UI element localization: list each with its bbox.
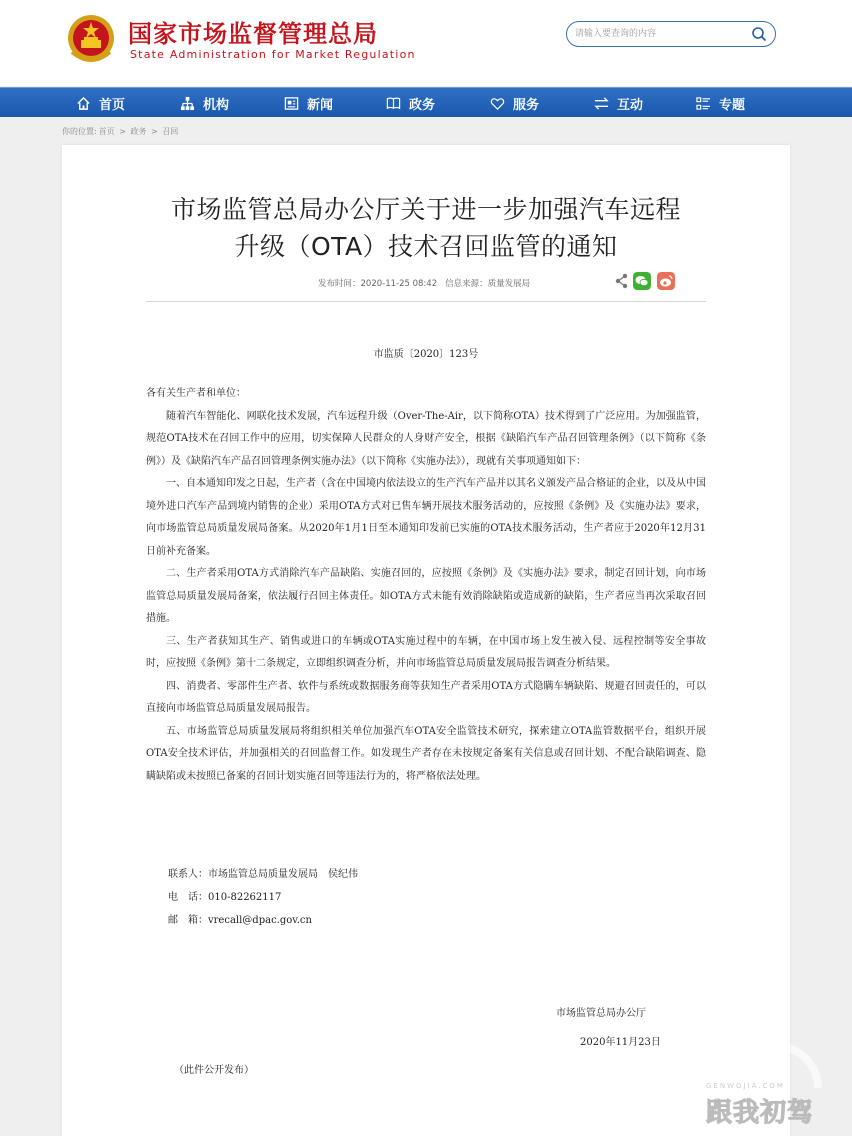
- nav-label: 服务: [513, 97, 540, 113]
- article-card: [62, 145, 790, 1136]
- breadcrumb-link-recall[interactable]: 召回: [162, 127, 179, 136]
- share-bar: [615, 272, 675, 290]
- contact-person: 联系人：市场监管总局质量发展局 侯纪伟: [168, 869, 358, 880]
- nav-item-home[interactable]: [76, 88, 125, 118]
- breadcrumb: [62, 126, 180, 137]
- contact-phone: 电 话：010-82262117: [168, 892, 282, 903]
- nav-label: 政务: [409, 97, 436, 113]
- weibo-icon[interactable]: [657, 272, 675, 290]
- document-number: 市监质〔2020〕123号: [373, 349, 479, 360]
- site-subtitle: State Administration for Market Regulation: [130, 48, 416, 61]
- breadcrumb-link-government[interactable]: 政务: [130, 127, 147, 136]
- watermark-url: GENWOJIA.COM: [706, 1082, 785, 1090]
- nav-item-topics[interactable]: [696, 88, 745, 118]
- nav-item-service[interactable]: [490, 88, 539, 118]
- nav-item-news[interactable]: [284, 88, 333, 118]
- nav-item-interaction[interactable]: [594, 88, 643, 118]
- paragraph: 四、消费者、零部件生产者、软件与系统或数据服务商等获知生产者采用OTA方式隐瞒车辆缺陷、规避召回责任的，可以直接向市场监管总局质量发展局报告。: [146, 680, 706, 714]
- breadcrumb-separator: >: [119, 127, 126, 136]
- article-body: [146, 383, 706, 788]
- paragraph: 二、生产者采用OTA方式消除汽车产品缺陷、实施召回的，应按照《条例》及《实施办法》要求，制定召回计划，向市场监管总局质量发展局备案，依法履行召回主体责任。如OTA方式未能有效消除缺陷或造成新的缺陷，生产者应当再次采取召回措施。: [146, 568, 706, 624]
- nav-label: 专题: [719, 97, 746, 113]
- nav-item-org[interactable]: [180, 88, 229, 118]
- news-icon: [284, 96, 299, 111]
- breadcrumb-prefix: 你的位置:: [62, 127, 97, 136]
- source-label: 信息来源：: [445, 279, 488, 289]
- article-title: [142, 191, 710, 265]
- main-nav: [0, 87, 852, 117]
- heart-icon: [490, 96, 505, 111]
- issue-date: 2020年11月23日: [580, 1037, 661, 1048]
- breadcrumb-link-home[interactable]: 首页: [98, 127, 115, 136]
- title-line-2: 升级（OTA）技术召回监管的通知: [234, 232, 618, 261]
- publish-time: 2020-11-25 08:42: [360, 279, 438, 289]
- nav-label: 首页: [99, 97, 126, 113]
- issuer: 市场监管总局办公厅: [556, 1008, 646, 1019]
- title-line-1: 市场监管总局办公厅关于进一步加强汽车远程: [170, 195, 681, 224]
- watermark-text: 跟我初驾: [706, 1098, 815, 1128]
- book-icon: [386, 96, 401, 111]
- paragraph: 三、生产者获知其生产、销售或进口的车辆或OTA实施过程中的车辆，在中国市场上发生被入侵、远程控制等安全事故时，应按照《条例》第十二条规定，立即组织调查分析，并向市场监管总局质量发展局报告调查分析结果。: [146, 635, 706, 669]
- paragraph: 随着汽车智能化、网联化技术发展，汽车远程升级（Over-The-Air，以下简称OTA）技术得到了广泛应用。为加强监管，规范OTA技术在召回工作中的应用，切实保障人民群众的人身财产安全，根据《缺陷汽车产品召回管理条例》（以下简称《条例》）及《缺陷汽车产品召回管理条例实施办法》（以下简称《实施办法》），现就有关事项通知如下：: [146, 410, 706, 467]
- share-icon[interactable]: [615, 272, 629, 290]
- title-divider: [146, 301, 706, 302]
- source-value: 质量发展局: [487, 279, 531, 289]
- home-icon: [76, 96, 91, 111]
- search-box: [566, 21, 776, 47]
- org-chart-icon: [180, 96, 195, 111]
- nav-label: 机构: [203, 97, 230, 113]
- site-header: [0, 0, 852, 86]
- paragraph: 五、市场监管总局质量发展局将组织相关单位加强汽车OTA安全监管技术研究，探索建立OTA监管数据平台，组织开展OTA安全技术评估，并加强相关的召回监督工作。如发现生产者存在未按规定备案有关信息或召回计划、不配合缺陷调查、隐瞒缺陷或未按照已备案的召回计划实施召回等违法行为的，将严格依法处理。: [146, 725, 706, 782]
- site-title[interactable]: 国家市场监督管理总局: [128, 20, 378, 48]
- search-input[interactable]: [575, 25, 745, 43]
- salutation: 各有关生产者和单位：: [146, 388, 246, 399]
- list-icon: [696, 96, 711, 111]
- publish-label: 发布时间：: [318, 279, 361, 289]
- nav-label: 新闻: [307, 97, 334, 113]
- search-icon[interactable]: [751, 26, 767, 42]
- wechat-icon[interactable]: [633, 272, 651, 290]
- national-emblem-icon[interactable]: [66, 12, 116, 64]
- nav-item-government[interactable]: [386, 88, 435, 118]
- breadcrumb-separator: >: [151, 127, 158, 136]
- article-meta: [318, 277, 530, 289]
- exchange-icon: [594, 96, 609, 111]
- nav-label: 互动: [617, 97, 644, 113]
- publication-note: （此件公开发布）: [174, 1065, 254, 1076]
- contact-email: 邮 箱：vrecall@dpac.gov.cn: [168, 915, 312, 926]
- paragraph: 一、自本通知印发之日起，生产者（含在中国境内依法设立的生产汽车产品并以其名义颁发产品合格证的企业，以及从中国境外进口汽车产品到境内销售的企业）采用OTA方式对已售车辆开展技术服务活动的，应按照《条例》及《实施办法》要求，向市场监管总局质量发展局备案。从2020年1月1日至本通知印发前已实施的OTA技术服务活动，生产者应于2020年12月31日前补充备案。: [146, 478, 706, 557]
